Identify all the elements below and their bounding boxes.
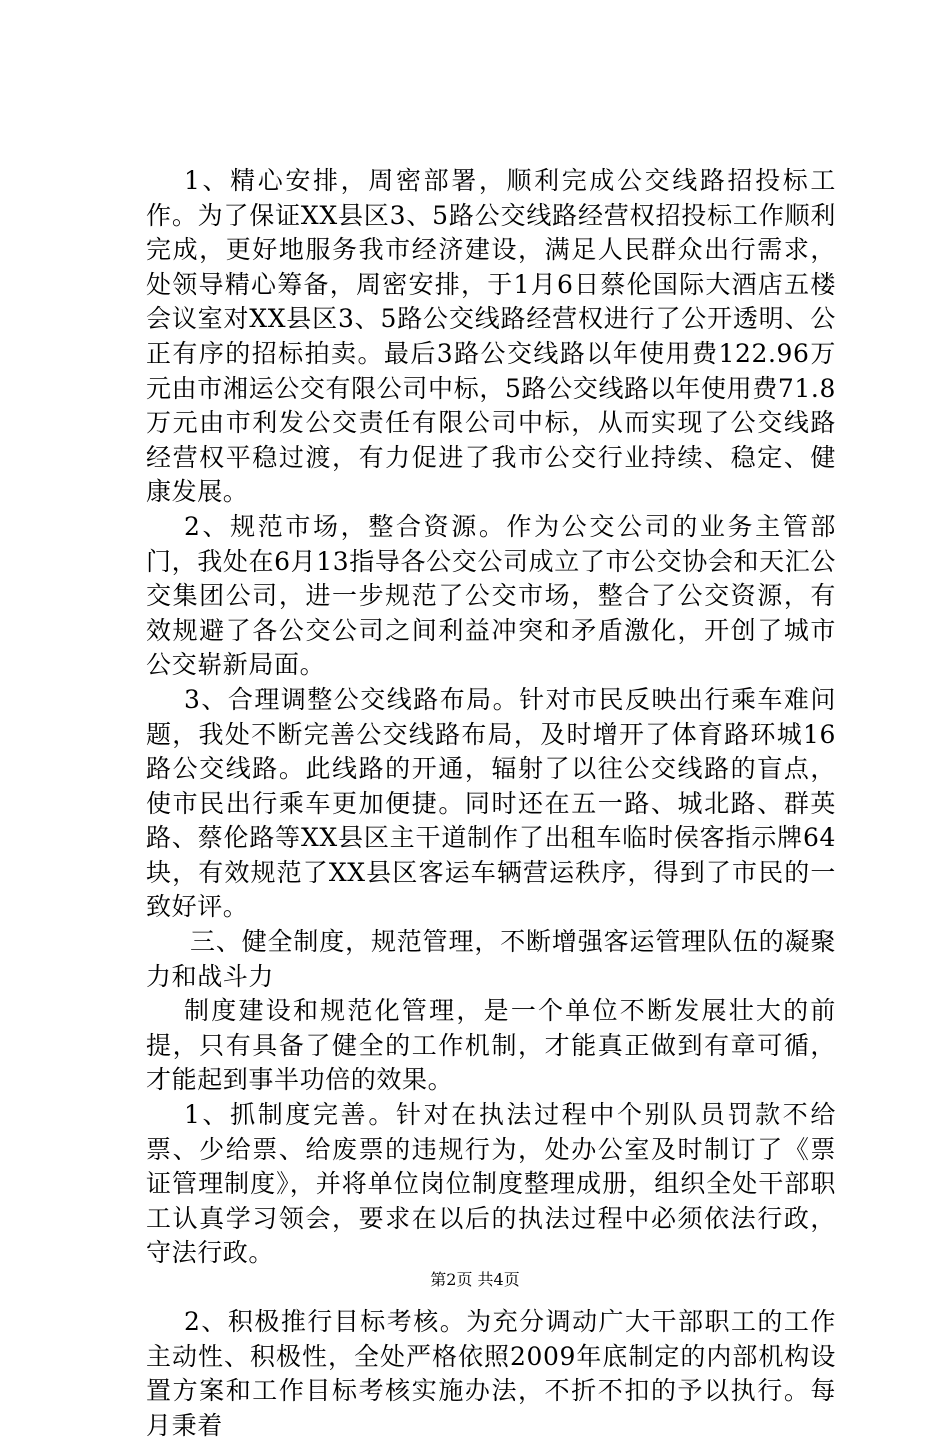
paragraph-system-completion: 1、抓制度完善。针对在执法过程中个别队员罚款不给票、少给票、给废票的违规行为，处办公室及时制订了《票证管理制度》，并将单位岗位制度整理成册，组织全处干部职工认真学习领会，要求在以后的执法过程中必须依法行政，守法行政。: [146, 1100, 836, 1268]
paragraph-route-layout: 3、合理调整公交线路布局。针对市民反映出行乘车难问题，我处不断完善公交线路布局，及时增开了体育路环城16路公交线路。此线路的开通，辐射了以往公交线路的盲点，使市民出行乘车更加便捷。同时还在五一路、城北路、群英路、蔡伦路等XX县区主干道制作了出租车临时侯客指示牌64块，有效规范了XX县区客运车辆营运秩序，得到了市民的一致好评。: [146, 684, 836, 922]
section-heading-system-improvement: 三、健全制度，规范管理，不断增强客运管理队伍的凝聚力和战斗力: [146, 927, 836, 991]
paragraph-target-assessment: 2、积极推行目标考核。为充分调动广大干部职工的工作主动性、积极性，全处严格依照2009年底制定的内部机构设置方案和工作目标考核实施办法，不折不扣的予以执行。每月秉着: [146, 1307, 836, 1440]
paragraph-bus-route-bidding: 1、精心安排，周密部署，顺利完成公交线路招投标工作。为了保证XX县区3、5路公交线路经营权招投标工作顺利完成，更好地服务我市经济建设，满足人民群众出行需求，处领导精心筹备，周密安排，于1月6日蔡伦国际大酒店五楼会议室对XX县区3、5路公交线路经营权进行了公开透明、公正有序的招标拍卖。最后3路公交线路以年使用费122.96万元由市湘运公交有限公司中标，5路公交线路以年使用费71.8万元由市利发公交责任有限公司中标，从而实现了公交线路经营权平稳过渡，有力促进了我市公交行业持续、稳定、健康发展。: [146, 166, 836, 507]
paragraph-system-intro: 制度建设和规范化管理，是一个单位不断发展壮大的前提，只有具备了健全的工作机制，才能真正做到有章可循，才能起到事半功倍的效果。: [146, 996, 836, 1095]
page-number-footer: 第2页 共4页: [430, 1270, 520, 1289]
paragraph-market-regulation: 2、规范市场，整合资源。作为公交公司的业务主管部门，我处在6月13指导各公交公司成立了市公交协会和天汇公交集团公司，进一步规范了公交市场，整合了公交资源，有效规避了各公交公司之间利益冲突和矛盾激化，开创了城市公交崭新局面。: [146, 511, 836, 680]
document-body: [146, 164, 836, 1443]
